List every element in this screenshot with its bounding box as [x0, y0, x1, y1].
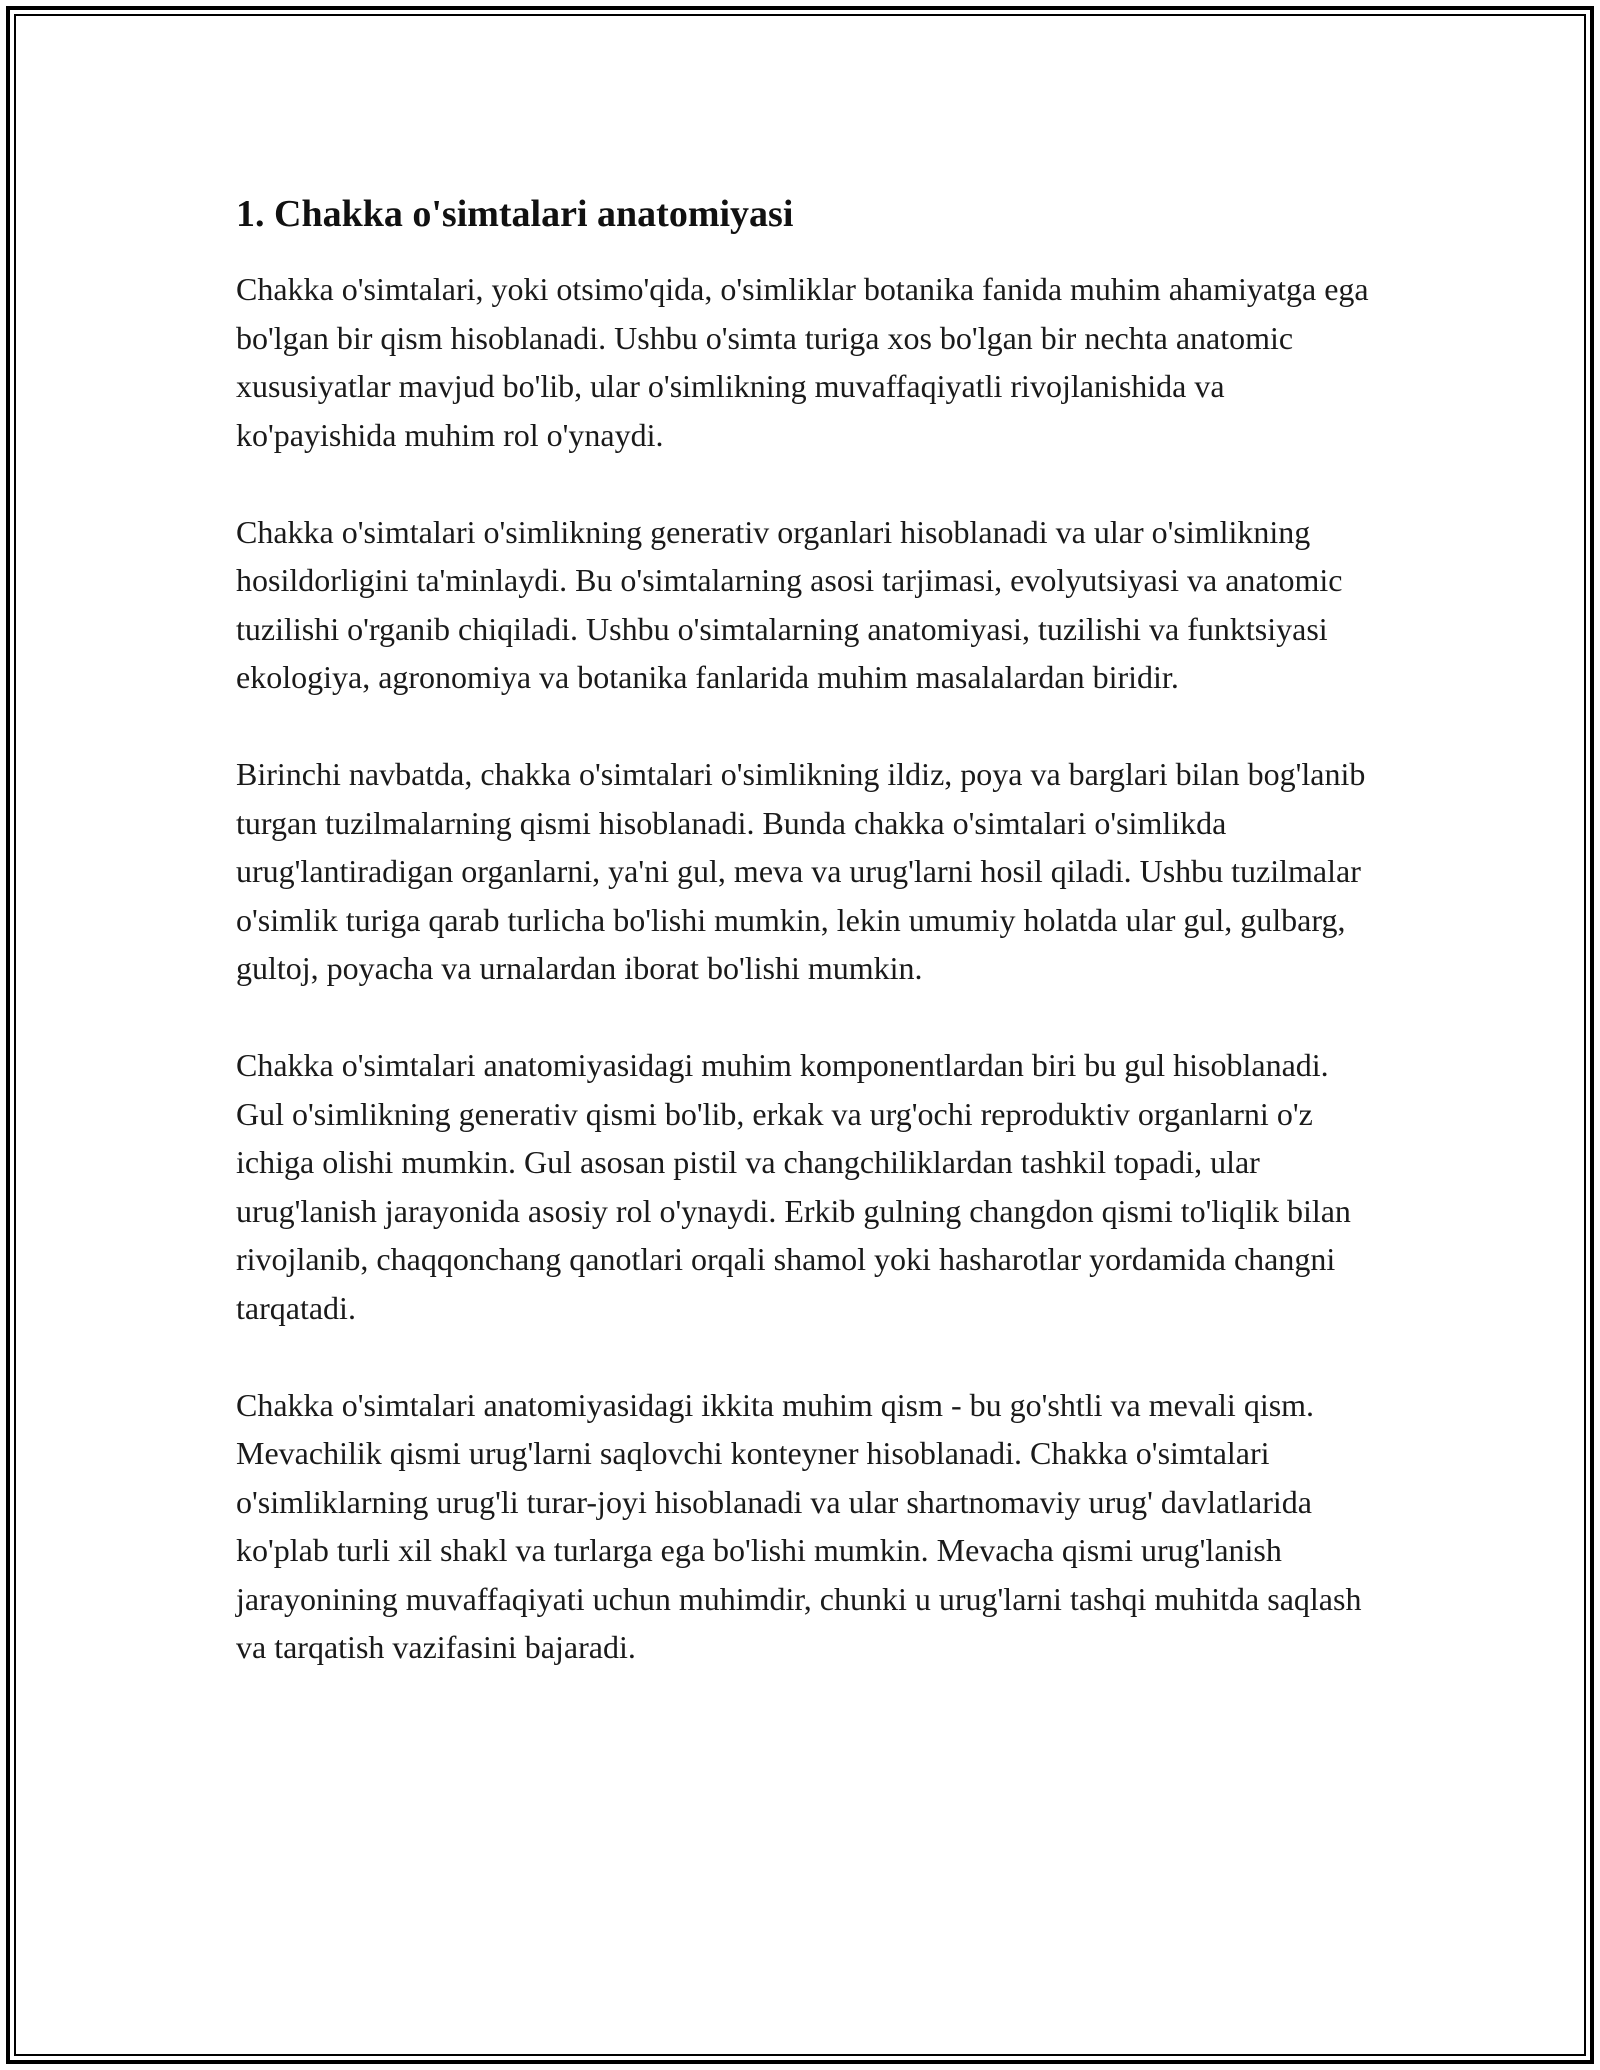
- section-heading: 1. Chakka o'simtalari anatomiyasi: [236, 193, 794, 235]
- paragraph-4: Chakka o'simtalari anatomiyasidagi muhim komponentlardan biri bu gul hisoblanadi. Gul o'simlikning generativ qismi bo'lib, erkak va urg'ochi reproduktiv organlarni o'z ichiga olishi mumkin. Gul asosan pistil va changchiliklardan tashkil topadi, ular urug'lanish jarayonida asosiy rol o'ynaydi. Erkib gulning changdon qismi to'liqlik bilan rivojlanib, chaqqonchang qanotlari orqali shamol yoki hasharotlar yordamida changni tarqatadi.: [236, 1047, 1351, 1326]
- paragraph-5: Chakka o'simtalari anatomiyasidagi ikkita muhim qism - bu go'shtli va mevali qism. Mevachilik qismi urug'larni saqlovchi konteyner hisoblanadi. Chakka o'simtalari o'simliklarning urug'li turar-joyi hisoblanadi va ular shartnomaviy urug' davlatlarida ko'plab turli xil shakl va turlarga ega bo'lishi mumkin. Mevacha qismi urug'lanish jarayonining muvaffaqiyati uchun muhimdir, chunki u urug'larni tashqi muhitda saqlash va tarqatish vazifasini bajaradi.: [236, 1386, 1362, 1665]
- paragraph-1: Chakka o'simtalari, yoki otsimo'qida, o'simliklar botanika fanida muhim ahamiyatga ega bo'lgan bir qism hisoblanadi. Ushbu o'simta turiga xos bo'lgan bir nechta anatomic xususiyatlar mavjud bo'lib, ular o'simlikning muvaffaqiyatli rivojlanishida va ko'payishida muhim rol o'ynaydi.: [236, 271, 1369, 453]
- paragraph-2: Chakka o'simtalari o'simlikning generativ organlari hisoblanadi va ular o'simlikning hosildorligini ta'minlaydi. Bu o'simtalarning asosi tarjimasi, evolyutsiyasi va anatomic tuzilishi o'rganib chiqiladi. Ushbu o'simtalarning anatomiyasi, tuzilishi va funktsiyasi ekologiya, agronomiya va botanika fanlarida muhim masalalardan biridir.: [236, 513, 1343, 695]
- document-body: [236, 188, 1376, 1672]
- paragraph-3: Birinchi navbatda, chakka o'simtalari o'simlikning ildiz, poya va barglari bilan bog'lanib turgan tuzilmalarning qismi hisoblanadi. Bunda chakka o'simtalari o'simlikda urug'lantiradigan organlarni, ya'ni gul, meva va urug'larni hosil qiladi. Ushbu tuzilmalar o'simlik turiga qarab turlicha bo'lishi mumkin, lekin umumiy holatda ular gul, gulbarg, gultoj, poyacha va urnalardan iborat bo'lishi mumkin.: [236, 756, 1366, 986]
